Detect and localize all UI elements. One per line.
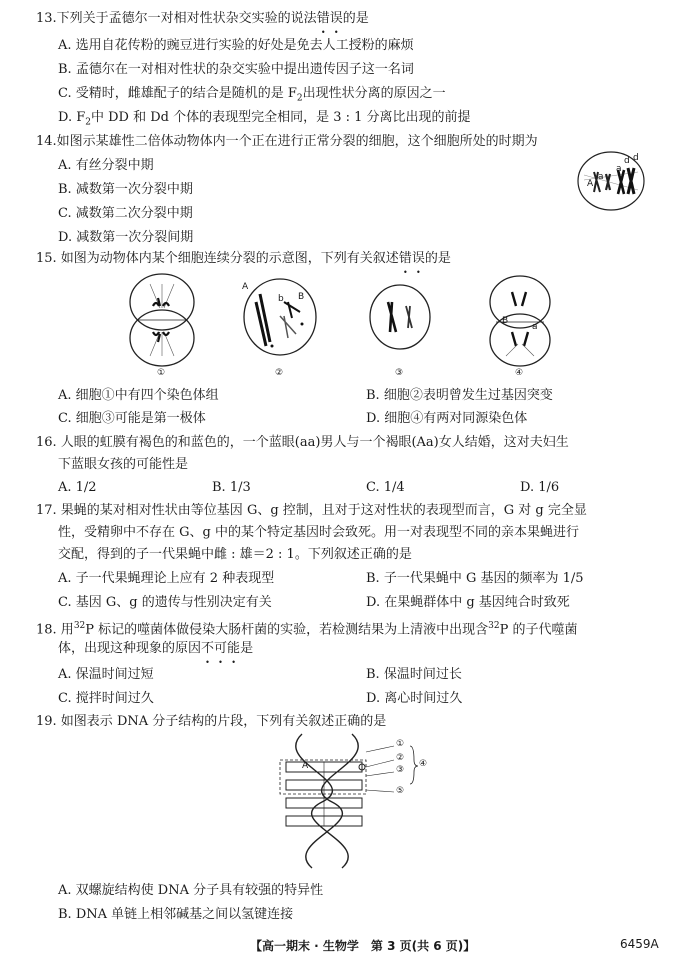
cell-number: ④ — [515, 368, 524, 378]
q14-option-b: B. 减数第一次分裂中期 — [58, 182, 193, 197]
q17-option-d: D. 在果蝇群体中 g 基因纯合时致死 — [366, 595, 570, 610]
q15-stem-end: 的是 — [424, 251, 451, 266]
q14-option-c: C. 减数第二次分裂中期 — [58, 206, 193, 221]
structure-label: ① — [396, 739, 405, 749]
q14-option-a: A. 有丝分裂中期 — [58, 158, 154, 173]
subscript: 2 — [296, 93, 303, 104]
gene-label: B — [298, 292, 305, 302]
emphasis-char: 误 — [411, 251, 425, 266]
q13-option-b: B. 孟德尔在一对相对性状的杂交实验中提出遗传因子这一名词 — [58, 62, 414, 77]
emphasis-char: 错 — [316, 11, 330, 26]
subscript: 2 — [85, 117, 91, 128]
q16-option-d: D. 1/6 — [520, 480, 560, 495]
structure-label: ④ — [419, 759, 428, 769]
q15-stem — [36, 250, 451, 268]
structure-label: ⑤ — [396, 786, 405, 796]
q19-option-a: A. 双螺旋结构使 DNA 分子具有较强的特异性 — [58, 883, 324, 898]
q18-option-a: A. 保温时间过短 — [58, 667, 154, 682]
emphasis-char: 可 — [214, 641, 228, 656]
emphasis-char: 不 — [201, 641, 215, 656]
q13-d-text: D. F — [58, 110, 86, 125]
emphasis-char: 错 — [398, 251, 412, 266]
gene-label: b — [278, 294, 284, 304]
q18-stem-line2 — [58, 640, 253, 658]
structure-label: ③ — [396, 765, 405, 775]
q17-stem-line1: 17. 果蝇的某对相对性状由等位基因 G、g 控制，且对于这对性状的表现型而言，G 对 g 完全显 — [36, 503, 587, 518]
q18-text4: 体，出现这种现象的原因 — [58, 641, 202, 656]
page-footer: 【高一期末 · 生物学 第 3 页(共 6 页)】 — [250, 939, 476, 953]
q18-option-b: B. 保温时间过长 — [366, 667, 462, 682]
gene-label: a — [532, 322, 538, 332]
q13-option-d — [58, 109, 471, 132]
q13-stem-end: 的是 — [342, 11, 369, 26]
q16-stem-line1: 16. 人眼的虹膜有褐色的和蓝色的，一个蓝眼(aa)男人与一个褐眼(Aa)女人结婚，这对夫妇生 — [36, 435, 569, 450]
q17-option-c: C. 基因 G、g 的遗传与性别决定有关 — [58, 595, 272, 610]
q13-option-c — [58, 85, 446, 108]
q17-stem-line2: 性，受精卵中不存在 G、g 中的某个特定基因时会致死。用一对表现型不同的亲本果蝇进行 — [58, 525, 579, 540]
cell-number: ① — [157, 368, 166, 378]
gene-label: a — [598, 172, 604, 182]
structure-label: ② — [396, 753, 405, 763]
q18-option-d: D. 离心时间过久 — [366, 691, 463, 706]
q18-text5: 是 — [240, 641, 254, 656]
q18-text: 18. 用 — [36, 622, 74, 638]
gene-label: a — [616, 164, 622, 174]
q15-option-a: A. 细胞①中有四个染色体组 — [58, 388, 219, 403]
superscript: 32 — [488, 621, 500, 631]
q19-stem: 19. 如图表示 DNA 分子结构的片段，下列有关叙述正确的是 — [36, 714, 387, 729]
q14-cell-figure — [576, 150, 646, 212]
emphasis-char: 能 — [227, 641, 241, 656]
q14-option-d: D. 减数第一次分裂间期 — [58, 230, 194, 245]
q17-stem-line3: 交配，得到的子一代果蝇中雌 : 雄＝2 : 1。下列叙述正确的是 — [58, 547, 412, 562]
q15-stem-text: 15. 如图为动物体内某个细胞连续分裂的示意图，下列有关叙述 — [36, 251, 399, 266]
q16-option-a: A. 1/2 — [58, 480, 97, 495]
q18-stem-line1 — [36, 617, 578, 639]
superscript: 32 — [73, 621, 86, 631]
base-label: A — [302, 761, 309, 771]
cell-number: ② — [275, 368, 284, 378]
q13-c-text2: 出现性状分离的原因之一 — [302, 86, 446, 101]
q13-option-a: A. 选用自花传粉的豌豆进行实验的好处是免去人工授粉的麻烦 — [58, 38, 414, 53]
gene-label: A — [587, 179, 594, 189]
cell-number: ③ — [395, 368, 404, 378]
q13-stem — [36, 10, 369, 28]
gene-label: B — [502, 316, 509, 326]
paper-code: 6459A — [620, 937, 659, 951]
q18-text3: P 的子代噬菌 — [499, 622, 578, 638]
q19-dna-figure — [262, 732, 432, 870]
emphasis-char: 误 — [329, 11, 343, 26]
q16-stem-line2: 下蓝眼女孩的可能性是 — [58, 457, 189, 472]
q16-option-c: C. 1/4 — [366, 480, 405, 495]
gene-label: d — [633, 153, 639, 163]
q18-text2: P 标记的噬菌体做侵染大肠杆菌的实验，若检测结果为上清液中出现含 — [85, 622, 489, 638]
q14-stem: 14.如图示某雄性二倍体动物体内一个正在进行正常分裂的细胞，这个细胞所处的时期为 — [36, 134, 538, 149]
q15-option-c: C. 细胞③可能是第一极体 — [58, 411, 206, 426]
q13-d-text2: 中 DD 和 Dd 个体的表现型完全相同，是 3 : 1 分离比出现的前提 — [90, 110, 471, 125]
q15-cell-figures — [120, 272, 560, 380]
gene-label: A — [242, 282, 249, 292]
q19-option-b: B. DNA 单链上相邻碱基之间以氢键连接 — [58, 907, 294, 922]
q13-stem-text: 13.下列关于孟德尔一对相对性状杂交实验的说法 — [36, 11, 317, 26]
q17-option-a: A. 子一代果蝇理论上应有 2 种表现型 — [58, 571, 275, 586]
gene-label: d — [624, 156, 630, 166]
q13-c-text: C. 受精时，雌雄配子的结合是随机的是 F — [58, 86, 297, 101]
q16-option-b: B. 1/3 — [212, 480, 251, 495]
q15-option-d: D. 细胞④有两对同源染色体 — [366, 411, 528, 426]
q17-option-b: B. 子一代果蝇中 G 基因的频率为 1/5 — [366, 571, 584, 586]
q15-option-b: B. 细胞②表明曾发生过基因突变 — [366, 388, 553, 403]
q18-option-c: C. 搅拌时间过久 — [58, 691, 154, 706]
